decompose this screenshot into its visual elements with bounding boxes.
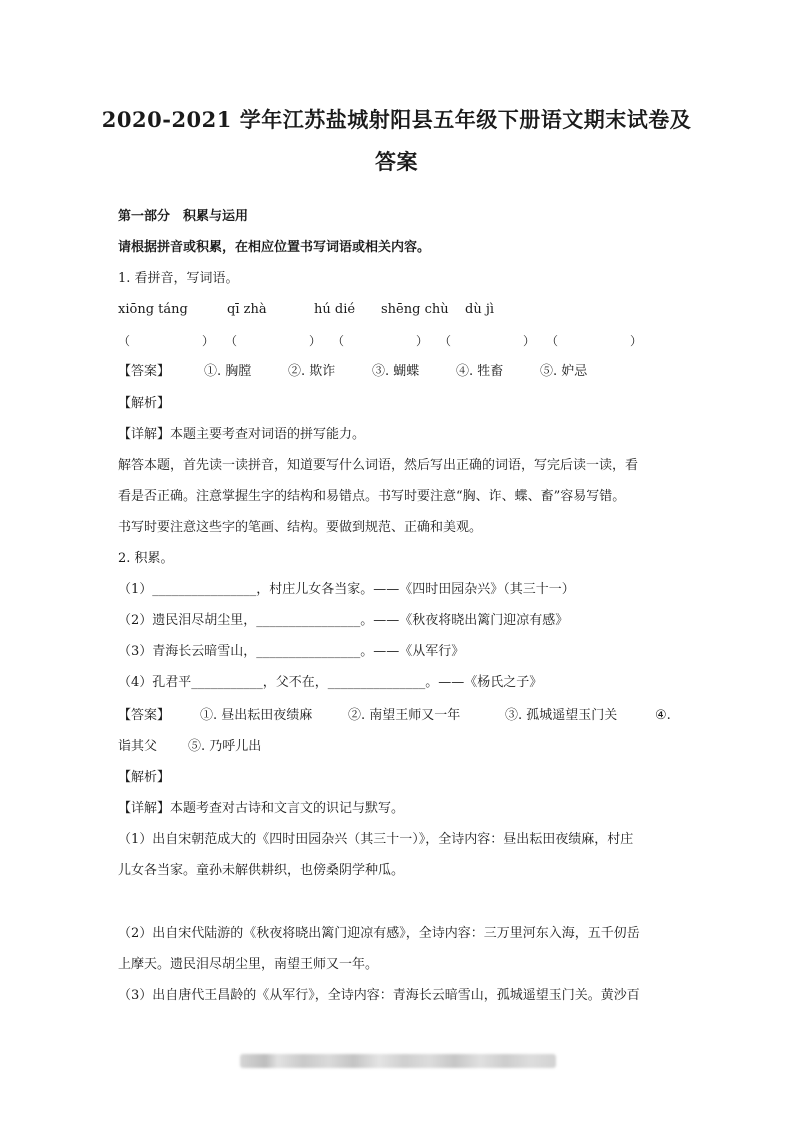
q1-explain-1: 解答本题，首先读一读拼音，知道要写什么词语，然后写出正确的词语，写完后读一读，看: [118, 458, 639, 473]
answer-blank: （ ）: [225, 334, 322, 348]
q2-para-3a: （3）出自唐代王昌龄的《从军行》，全诗内容：青海长云暗雪山，孤城遥望玉门关。黄沙百: [118, 988, 640, 1003]
answer-item: ⑤. 妒忌: [540, 364, 588, 379]
blurred-footer-watermark: [240, 1054, 556, 1068]
q2-answer-row-2: [118, 737, 678, 757]
q2-detail: 【详解】本题考查对古诗和文言文的识记与默写。: [118, 801, 405, 816]
pinyin-item: dù jì: [465, 302, 495, 317]
answer-item: ②. 欺诈: [288, 364, 336, 379]
pinyin-item: qī zhà: [227, 302, 267, 317]
q2-para-2b: 上摩天。遗民泪尽胡尘里，南望王师又一年。: [118, 957, 379, 972]
part1-heading: 第一部分 积累与运用: [118, 209, 249, 224]
answer-item: ①. 胸膛: [204, 364, 252, 379]
doc-title-line1: 2020-2021 学年江苏盐城射阳县五年级下册语文期末试卷及: [101, 107, 692, 132]
q1-explain-2: 看是否正确。注意掌握生字的结构和易错点。书写时要注意“胸、诈、蝶、畜”容易写错。: [118, 489, 626, 504]
q1-stem: 1. 看拼音，写词语。: [118, 271, 239, 286]
q2-item-1: （1）________________，村庄儿女各当家。——《四时田园杂兴》（其三十一）: [118, 582, 575, 597]
q2-analysis-label: 【解析】: [118, 770, 171, 785]
pinyin-item: xiōng táng: [118, 302, 188, 317]
doc-title-line2: 答案: [375, 149, 418, 174]
q1-explain-3: 书写时要注意这些字的笔画、结构。要做到规范、正确和美观。: [118, 520, 483, 535]
q2-para-1b: 儿女各当家。童孙未解供耕织，也傍桑阴学种瓜。: [118, 863, 405, 878]
answer-blank: （ ）: [546, 334, 643, 348]
answer-item: ④.: [655, 708, 671, 723]
q2-item-3: （3）青海长云暗雪山，________________。——《从军行》: [118, 644, 465, 659]
answer-blank: （ ）: [118, 334, 215, 348]
q2-para-1a: （1）出自宋朝范成大的《四时田园杂兴（其三十一）》，全诗内容：昼出耘田夜绩麻，村庄: [118, 832, 634, 847]
instruction: 请根据拼音或积累，在相应位置书写词语或相关内容。: [118, 240, 431, 255]
answer-item: ③. 孤城遥望玉门关: [505, 708, 618, 723]
q2-stem: 2. 积累。: [118, 551, 174, 566]
pinyin-item: shēng chù: [381, 302, 449, 317]
q1-blanks-row: [118, 331, 678, 351]
q1-answer-row: [118, 362, 678, 382]
answer-item: 诣其父: [118, 739, 158, 754]
q2-item-2: （2）遗民泪尽胡尘里，________________。——《秋夜将晓出篱门迎凉有感》: [118, 613, 569, 628]
answer-blank: （ ）: [439, 334, 536, 348]
q1-pinyin-row: [118, 300, 678, 320]
answer-item: ④. 牲畜: [456, 364, 504, 379]
answer-blank: （ ）: [332, 334, 429, 348]
q2-item-4: （4）孔君平___________，父不在，_______________。——《杨氏之子》: [118, 675, 543, 690]
q2-answer-row-1: [118, 706, 678, 726]
answer-item: ①. 昼出耘田夜绩麻: [200, 708, 313, 723]
q2-para-2a: （2）出自宋代陆游的《秋夜将晓出篱门迎凉有感》，全诗内容：三万里河东入海，五千仞岳: [118, 926, 640, 941]
answer-item: ②. 南望王师又一年: [348, 708, 461, 723]
answer-item: ③. 蝴蝶: [372, 364, 420, 379]
answer-label: 【答案】: [118, 364, 171, 379]
pinyin-item: hú dié: [314, 302, 356, 317]
answer-label: 【答案】: [118, 708, 171, 723]
q1-analysis-label: 【解析】: [118, 396, 171, 411]
answer-item: ⑤. 乃呼儿出: [188, 739, 262, 754]
q1-detail: 【详解】本题主要考查对词语的拼写能力。: [118, 427, 366, 442]
